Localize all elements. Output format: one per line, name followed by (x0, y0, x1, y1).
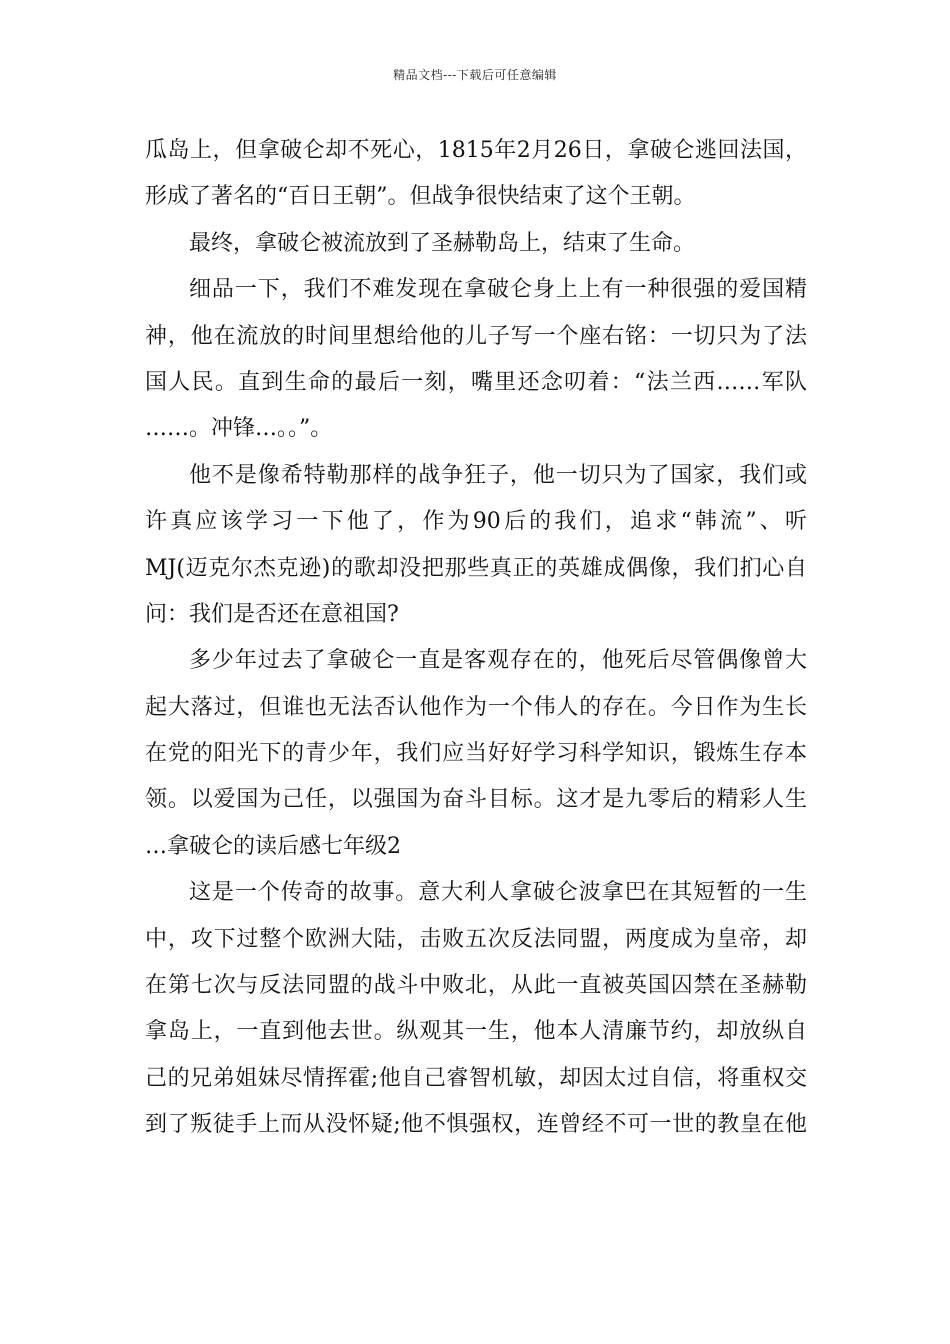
text-line: 这是一个传奇的故事。意大利人拿破仑波拿巴在其短暂的一生 (189, 880, 807, 906)
text-line: 问：我们是否还在意祖国? (145, 601, 399, 627)
text-line: 多少年过去了拿破仑一直是客观存在的，他死后尽管偶像曾大 (189, 648, 807, 674)
text-line: ……。冲锋…。。”。 (145, 416, 333, 442)
text-line: 神，他在流放的时间里想给他的儿子写一个座右铭：一切只为了法 (145, 323, 807, 349)
text-line: 许真应该学习一下他了，作为90后的我们，追求“韩流”、听 (145, 509, 807, 535)
text-line: 中，攻下过整个欧洲大陆，击败五次反法同盟，两度成为皇帝，却 (145, 926, 807, 952)
text-line: 起大落过，但谁也无法否认他作为一个伟人的存在。今日作为生长 (145, 694, 807, 720)
text-line: 在第七次与反法同盟的战斗中败北，从此一直被英国囚禁在圣赫勒 (145, 973, 807, 999)
page-header: 精品文档---下载后可任意编辑 (393, 68, 557, 82)
text-line: MJ(迈克尔杰克逊)的歌却没把那些真正的英雄成偶像，我们扪心自 (145, 555, 807, 581)
text-line: 他不是像希特勒那样的战争狂子，他一切只为了国家，我们或 (189, 462, 807, 488)
text-line: …拿破仑的读后感七年级2 (145, 833, 401, 859)
text-line: 领。以爱国为己任，以强国为奋斗目标。这才是九零后的精彩人生 (145, 787, 807, 813)
text-line: 己的兄弟姐妹尽情挥霍;他自己睿智机敏，却因太过自信，将重权交 (145, 1065, 807, 1091)
text-line: 形成了著名的“百日王朝”。但战争很快结束了这个王朝。 (145, 184, 696, 210)
text-line: 在党的阳光下的青少年，我们应当好好学习科学知识，锻炼生存本 (145, 741, 807, 767)
text-line: 最终，拿破仑被流放到了圣赫勒岛上，结束了生命。 (189, 230, 696, 256)
text-line: 拿岛上，一直到他去世。纵观其一生，他本人清廉节约，却放纵自 (145, 1019, 807, 1045)
document-body (145, 128, 807, 1149)
text-line: 瓜岛上，但拿破仑却不死心，1815年2月26日，拿破仑逃回法国， (145, 138, 807, 163)
text-line: 到了叛徒手上而从没怀疑;他不惧强权，连曾经不可一世的教皇在他 (145, 1112, 807, 1138)
text-line: 国人民。直到生命的最后一刻，嘴里还念叨着：“法兰西……军队 (145, 369, 807, 395)
text-line: 细品一下，我们不难发现在拿破仑身上上有一种很强的爱国精 (189, 277, 807, 303)
